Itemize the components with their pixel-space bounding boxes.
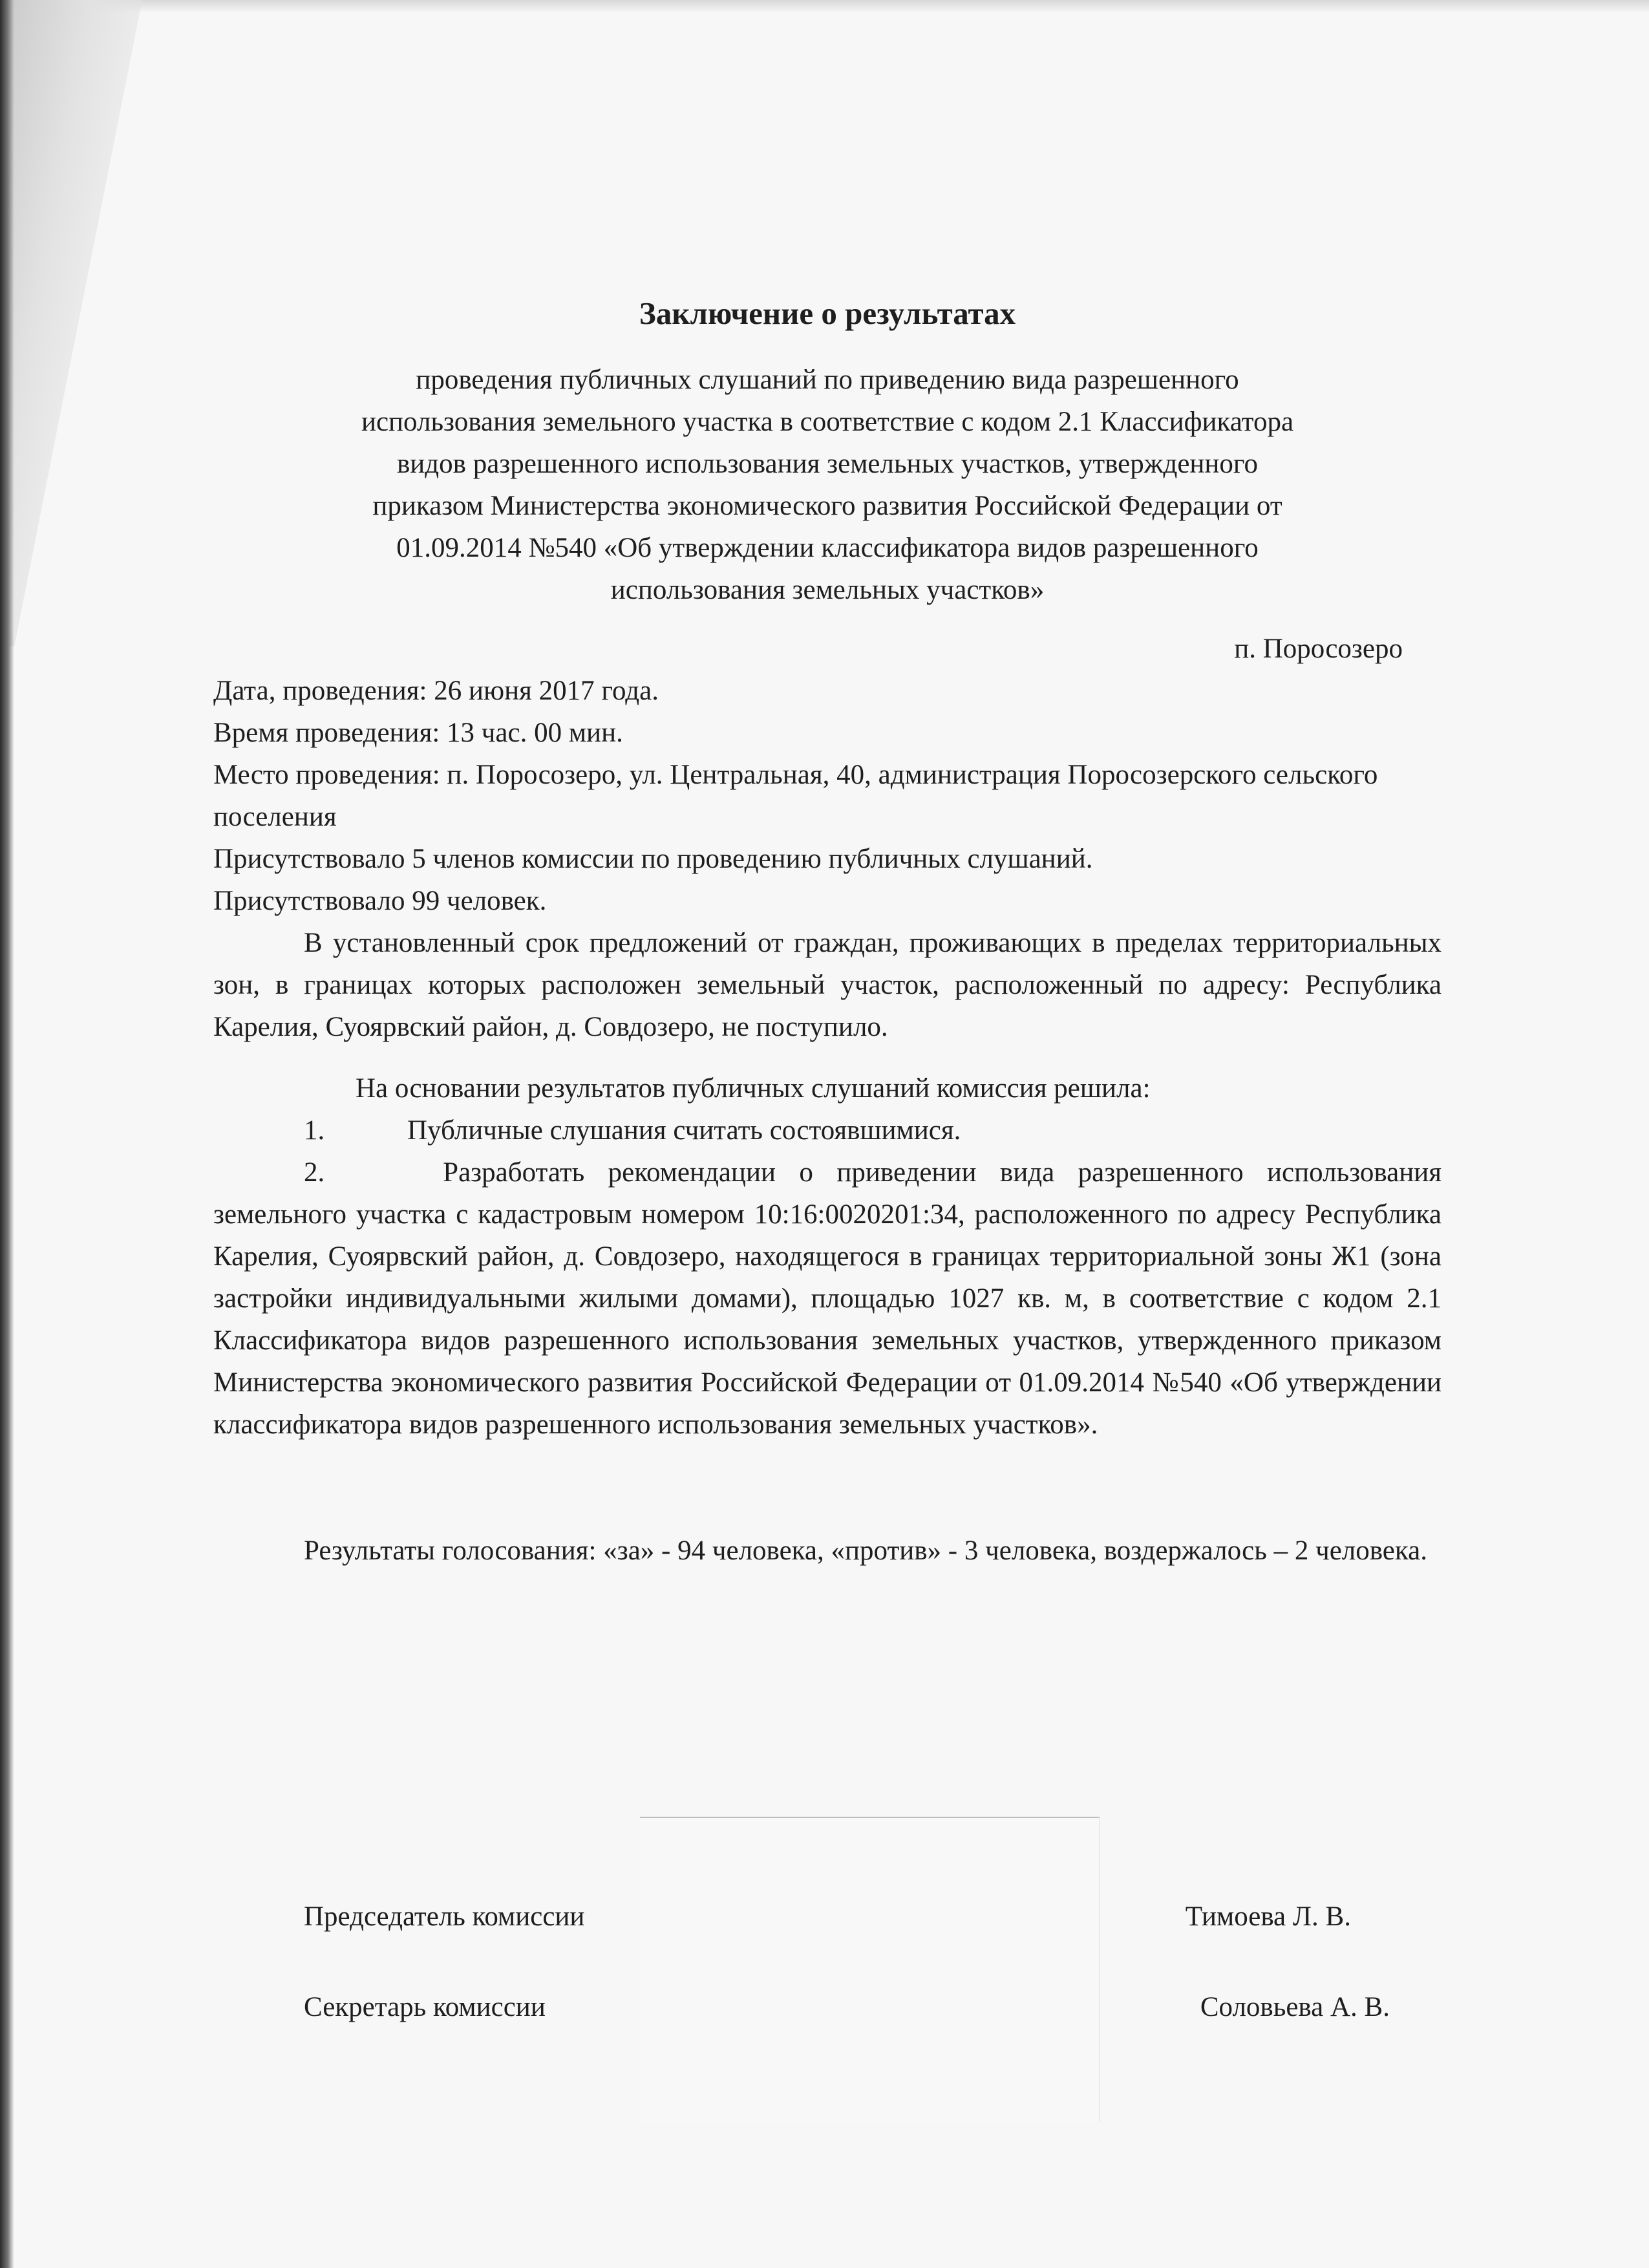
scan-left-edge [0, 0, 14, 2268]
hearing-time: Время проведения: 13 час. 00 мин. [213, 718, 623, 748]
decision-intro: На основании результатов публичных слушаний комиссия решила: [356, 1073, 1151, 1104]
public-attendance: Присутствовало 99 человек. [213, 886, 547, 916]
decision-item [213, 1151, 1442, 1446]
scan-top-edge [0, 0, 1649, 13]
decision-text: Публичные слушания считать состоявшимися. [407, 1115, 961, 1146]
subtitle-line: использования земельного участка в соответствие с кодом 2.1 Классификатора [361, 407, 1294, 437]
hearing-location: Место проведения: п. Поросозеро, ул. Центральная, 40, администрация Поросозерского сельского поселения [213, 760, 1378, 832]
subtitle-line: 01.09.2014 №540 «Об утверждении классификатора видов разрешенного [396, 533, 1259, 563]
scan-fold-shadow [0, 0, 142, 647]
place-name: п. Поросозеро [1234, 634, 1403, 664]
document-body [213, 294, 1442, 1599]
decision-number: 2. [304, 1157, 325, 1188]
decision-number: 1. [304, 1115, 325, 1146]
document-subtitle [278, 359, 1377, 611]
subtitle-line: использования земельных участков» [610, 575, 1045, 605]
subtitle-line: проведения публичных слушаний по приведению вида разрешенного [416, 365, 1239, 395]
subtitle-line: приказом Министерства экономического развития Российской Федерации от [372, 491, 1282, 521]
signature-name: Соловьева А. В. [1200, 1992, 1390, 2022]
commission-attendance: Присутствовало 5 членов комиссии по проведению публичных слушаний. [213, 844, 1093, 874]
subtitle-line: видов разрешенного использования земельных участков, утвержденного [396, 449, 1259, 479]
document-title: Заключение о результатах [639, 295, 1016, 331]
pasted-paper-area [640, 1817, 1100, 2122]
hearing-date: Дата, проведения: 26 июня 2017 года. [213, 676, 659, 706]
decision-text: Разработать рекомендации о приведении вида разрешенного использования земельного участка с кадастровым номером 10:16:0020201:34, расположенного по адресу Республика Карелия, Суоярвский район, д. Совдозеро, находящегося в границах территориальной зоны Ж1 (зона застройки индивидуальными жилыми домами), площадью 1027 кв. м, в соответствие с кодом 2.1 Классификатора видов разрешенного использования земельных участков, утвержденного приказом Министерства экономического развития Российской Федерации от 01.09.2014 №540 «Об утверждении классификатора видов разрешенного использования земельных участков». [213, 1157, 1442, 1440]
proposals-paragraph: В установленный срок предложений от граждан, проживающих в пределах территориальных зон, в границах которых расположен земельный участок, расположенный по адресу: Республика Карелия, Суоярвский район, д. Совдозеро, не поступило. [213, 928, 1442, 1042]
signature-role: Председатель комиссии [304, 1901, 585, 1932]
signature-name: Тимоева Л. В. [1185, 1901, 1351, 1932]
voting-results: Результаты голосования: «за» - 94 человека, «против» - 3 человека, воздержалось – 2 человека. [304, 1535, 1427, 1566]
signature-role: Секретарь комиссии [304, 1992, 546, 2022]
decision-item [213, 1109, 1442, 1151]
